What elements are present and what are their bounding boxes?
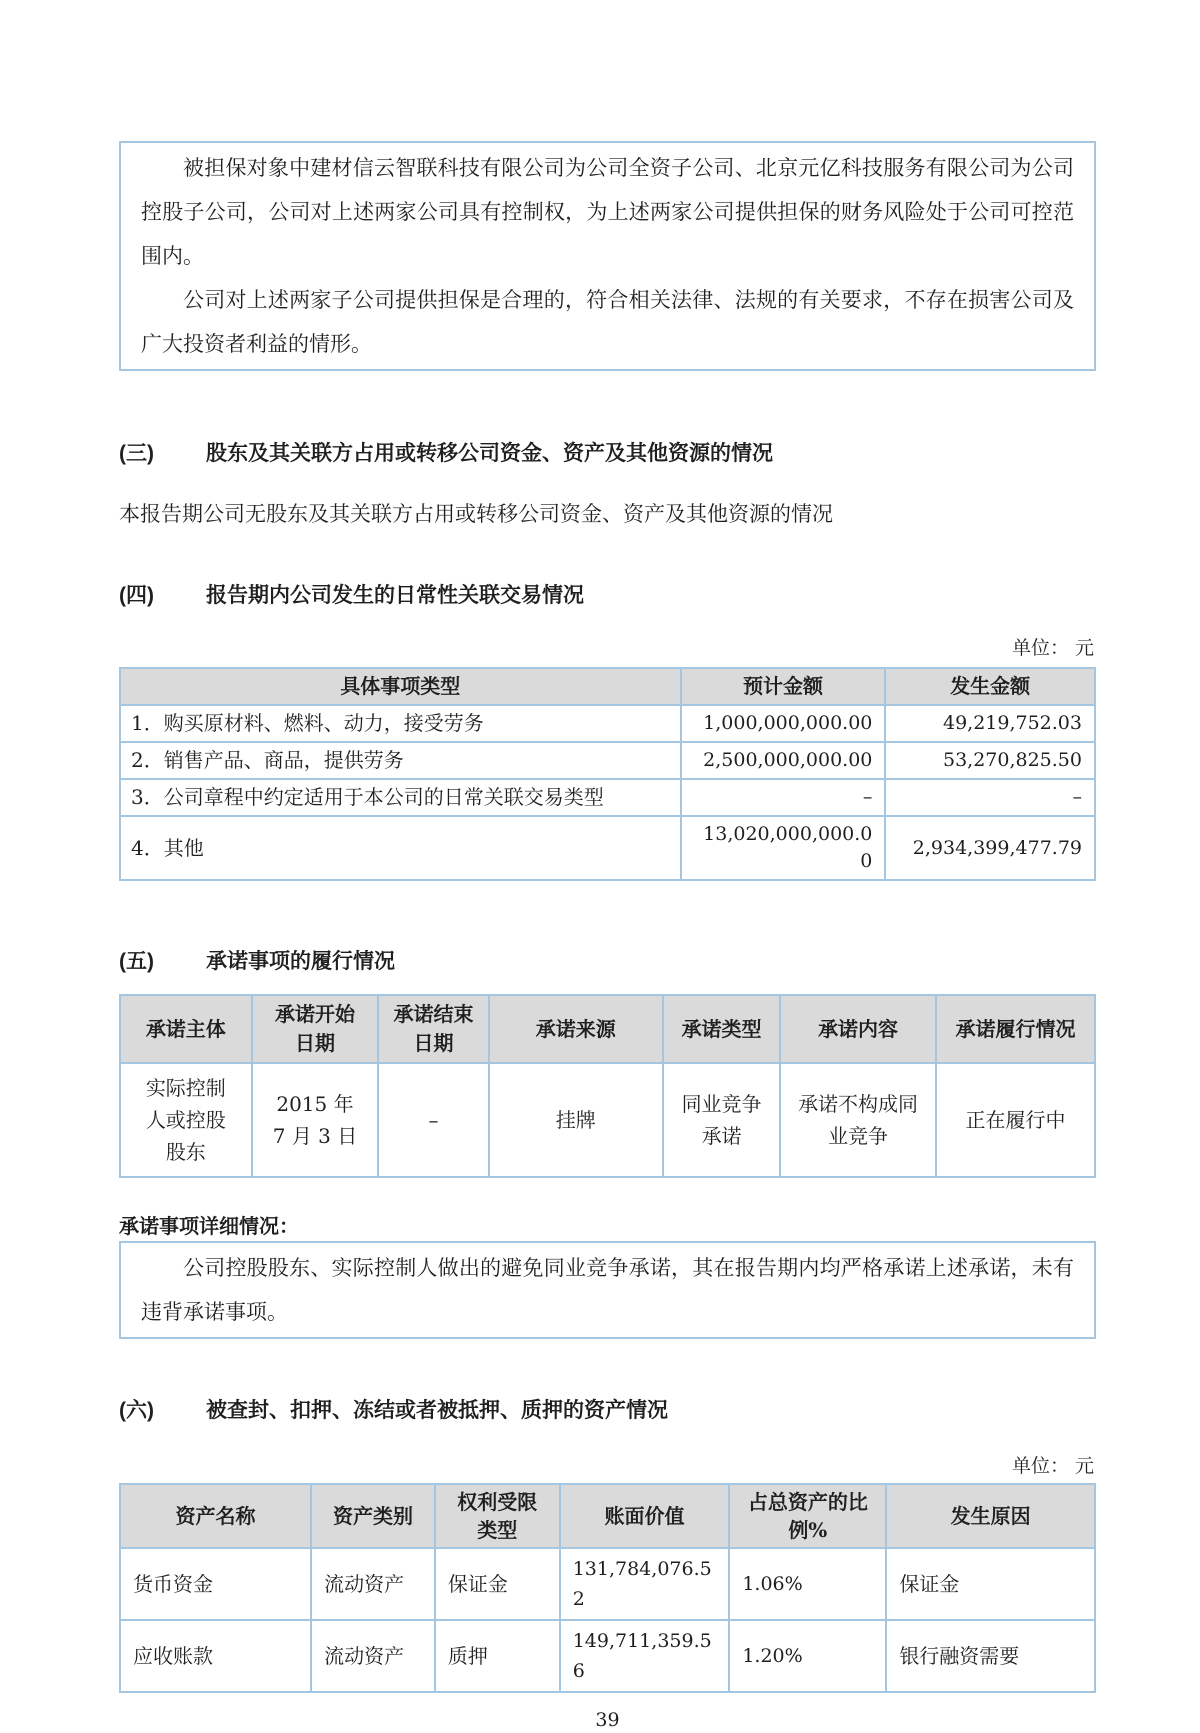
page-number: 39	[595, 1709, 620, 1731]
commitment-detail-label: 承诺事项详细情况：	[119, 1216, 299, 1238]
section-index: (四)	[119, 584, 154, 607]
item-type-cell: 1．购买原材料、燃料、动力，接受劳务	[120, 705, 681, 742]
start-date-cell: 2015 年 7 月 3 日	[252, 1063, 379, 1177]
related-transactions-table	[119, 667, 1096, 881]
item-type-cell: 2．销售产品、商品，提供劳务	[120, 742, 681, 779]
section-title: 被查封、扣押、冻结或者被抵押、质押的资产情况	[206, 1399, 668, 1422]
section-index: (五)	[119, 950, 154, 973]
asset-class-cell: 流动资产	[311, 1620, 435, 1692]
actual-amount-cell: –	[885, 779, 1095, 816]
expected-amount-cell: 1,000,000,000.00	[681, 705, 886, 742]
item-type-cell: 3．公司章程中约定适用于本公司的日常关联交易类型	[120, 779, 681, 816]
column-header: 承诺主体	[120, 995, 252, 1063]
asset-name-cell: 货币资金	[120, 1548, 311, 1620]
restricted-assets-table	[119, 1483, 1096, 1693]
actual-amount-cell: 53,270,825.50	[885, 742, 1095, 779]
table-row	[120, 816, 1095, 880]
expected-amount-cell: 2,500,000,000.00	[681, 742, 886, 779]
actual-amount-cell: 2,934,399,477.79	[885, 816, 1095, 880]
commitment-detail-paragraph: 公司控股股东、实际控制人做出的避免同业竞争承诺，其在报告期内均严格承诺上述承诺，未有违背承诺事项。	[141, 1256, 1074, 1324]
content-cell: 承诺不构成同业竞争	[780, 1063, 936, 1177]
column-header: 预计金额	[681, 668, 886, 705]
type-cell: 同业竞争承诺	[663, 1063, 780, 1177]
ratio-cell: 1.06%	[729, 1548, 886, 1620]
section-index: (三)	[119, 442, 154, 465]
section-heading-4	[119, 581, 1096, 611]
section-title: 报告期内公司发生的日常性关联交易情况	[206, 584, 584, 607]
commitment-party-cell: 实际控制人或控股股东	[120, 1063, 252, 1177]
column-header: 承诺结束日期	[378, 995, 488, 1063]
column-header: 承诺来源	[489, 995, 664, 1063]
asset-name-cell: 应收账款	[120, 1620, 311, 1692]
column-header: 发生金额	[885, 668, 1095, 705]
column-header: 承诺开始日期	[252, 995, 379, 1063]
restriction-type-cell: 保证金	[435, 1548, 560, 1620]
column-header: 资产名称	[120, 1484, 311, 1548]
section-heading-5	[119, 947, 1096, 977]
column-header: 资产类别	[311, 1484, 435, 1548]
reason-cell: 银行融资需要	[886, 1620, 1095, 1692]
table-row	[120, 705, 1095, 742]
table-header-row	[120, 995, 1095, 1063]
column-header: 承诺类型	[663, 995, 780, 1063]
section-title: 股东及其关联方占用或转移公司资金、资产及其他资源的情况	[206, 442, 773, 465]
table-row	[120, 1620, 1095, 1692]
asset-class-cell: 流动资产	[311, 1548, 435, 1620]
source-cell: 挂牌	[489, 1063, 664, 1177]
ratio-cell: 1.20%	[729, 1620, 886, 1692]
table-header-row	[120, 1484, 1095, 1548]
commitments-table	[119, 994, 1096, 1178]
guarantee-paragraph: 公司对上述两家子公司提供担保是合理的，符合相关法律、法规的有关要求，不存在损害公司及广大投资者利益的情形。	[141, 288, 1074, 356]
section-heading-6	[119, 1396, 1096, 1426]
table-header-row	[120, 668, 1095, 705]
end-date-cell: –	[378, 1063, 488, 1177]
section-3-body: 本报告期公司无股东及其关联方占用或转移公司资金、资产及其他资源的情况	[119, 502, 833, 526]
guarantee-paragraph: 被担保对象中建材信云智联科技有限公司为公司全资子公司、北京元亿科技服务有限公司为公司控股子公司，公司对上述两家公司具有控制权，为上述两家公司提供担保的财务风险处于公司可控范围内。	[141, 156, 1074, 268]
guarantee-statement-box	[119, 141, 1096, 371]
column-header: 发生原因	[886, 1484, 1095, 1548]
expected-amount-cell: 13,020,000,000.00	[681, 816, 886, 880]
reason-cell: 保证金	[886, 1548, 1095, 1620]
expected-amount-cell: –	[681, 779, 886, 816]
column-header: 占总资产的比例%	[729, 1484, 886, 1548]
actual-amount-cell: 49,219,752.03	[885, 705, 1095, 742]
column-header: 承诺内容	[780, 995, 936, 1063]
table-row	[120, 1063, 1095, 1177]
section-title: 承诺事项的履行情况	[206, 950, 395, 973]
section-heading-3	[119, 439, 1096, 469]
restriction-type-cell: 质押	[435, 1620, 560, 1692]
book-value-cell: 149,711,359.56	[560, 1620, 730, 1692]
column-header: 具体事项类型	[120, 668, 681, 705]
column-header: 权利受限类型	[435, 1484, 560, 1548]
column-header: 账面价值	[560, 1484, 730, 1548]
table-row	[120, 779, 1095, 816]
column-header: 承诺履行情况	[936, 995, 1095, 1063]
book-value-cell: 131,784,076.52	[560, 1548, 730, 1620]
table-row	[120, 742, 1095, 779]
section-index: (六)	[119, 1399, 154, 1422]
commitment-detail-box	[119, 1241, 1096, 1339]
table-row	[120, 1548, 1095, 1620]
unit-label: 单位： 元	[1011, 637, 1094, 659]
status-cell: 正在履行中	[936, 1063, 1095, 1177]
unit-label: 单位： 元	[1011, 1455, 1094, 1477]
item-type-cell: 4．其他	[120, 816, 681, 880]
